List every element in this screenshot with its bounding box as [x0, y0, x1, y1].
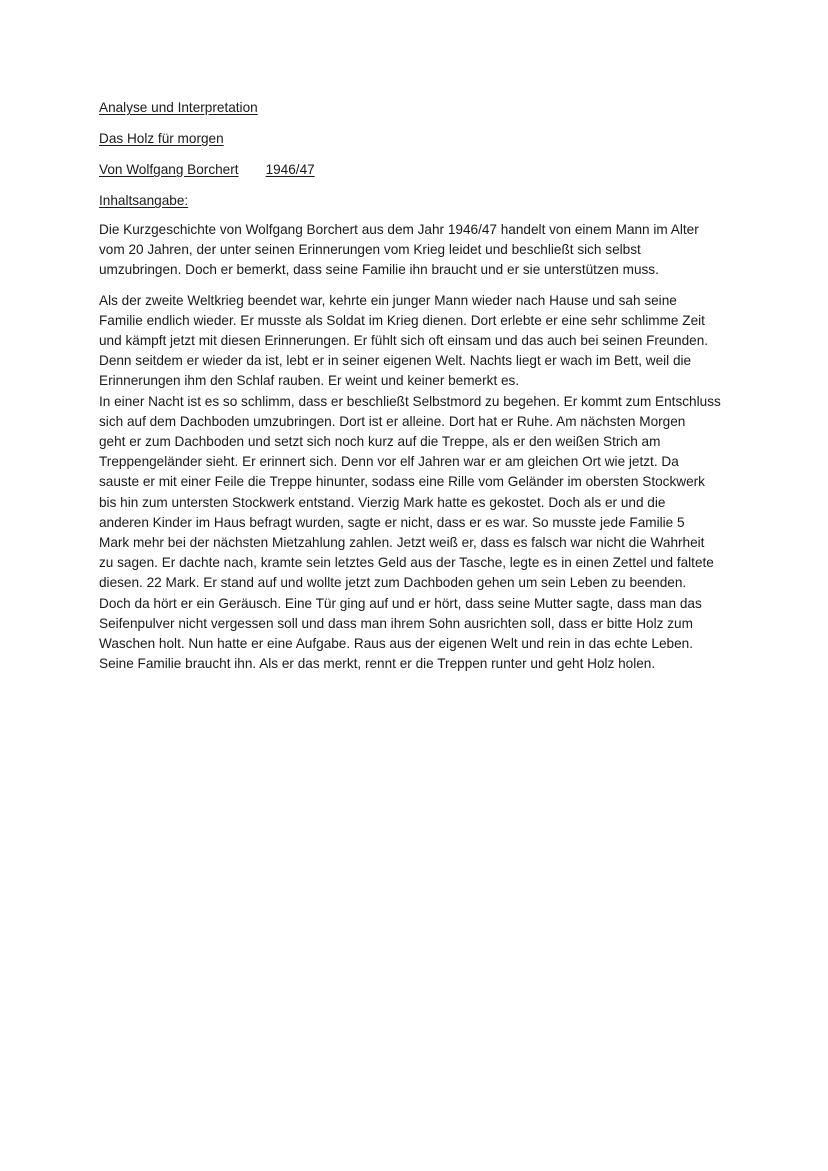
- author-line: [99, 160, 739, 180]
- summary-paragraph: Die Kurzgeschichte von Wolfgang Borchert aus dem Jahr 1946/47 handelt von einem Mann im Alter vom 20 Jahren, der unter seinen Erinnerungen vom Krieg leidet und beschließt sich selbst umzubringen. Doch er bemerkt, dass seine Familie ihn braucht und er sie unterstützen muss.: [99, 222, 699, 278]
- document-title: Analyse und Interpretation: [99, 100, 258, 115]
- content-paragraph: Als der zweite Weltkrieg beendet war, kehrte ein junger Mann wieder nach Hause und sah seine Familie endlich wieder. Er musste als Soldat im Krieg dienen. Dort erlebte er eine sehr schlimme Zeit und kämpft jetzt mit diesen Erinnerungen. Er fühlt sich oft einsam und das auch bei seinen Freunden. Denn seitdem er wieder da ist, lebt er in seiner eigenen Welt. Nachts liegt er wach im Bett, weil die Erinnerungen ihm den Schlaf rauben. Er weint und keiner bemerkt es. In einer Nacht ist es so schlimm, dass er beschließt Selbstmord zu begehen. Er kommt zum Entschluss sich auf dem Dachboden umzubringen. Dort ist er alleine. Dort hat er Ruhe. Am nächsten Morgen geht er zum Dachboden und setzt sich noch kurz auf die Treppe, als er den weißen Strich am Treppengeländer sieht. Er erinnert sich. Denn vor elf Jahren war er am gleichen Ort wie jetzt. Da sauste er mit einer Feile die Treppe hinunter, sodass eine Rille vom Geländer im obersten Stockwerk bis hin zum untersten Stockwerk entstand. Vierzig Mark hatte es gekostet. Doch als er und die anderen Kinder im Haus befragt wurden, sagte er nicht, dass er es war. So musste jede Familie 5 Mark mehr bei der nächsten Mietzahlung zahlen. Jetzt weiß er, dass es falsch war nicht die Wahrheit zu sagen. Er dachte nach, kramte sein letztes Geld aus der Tasche, legte es in einen Zettel und faltete diesen. 22 Mark. Er stand auf und wollte jetzt zum Dachboden gehen um sein Leben zu beenden. Doch da hört er ein Geräusch. Eine Tür ging auf und er hört, dass seine Mutter sagte, dass man das Seifenpulver nicht vergessen soll und dass man ihrem Sohn ausrichten soll, dass er bitte Holz zum Waschen holt. Nun hatte er eine Aufgabe. Raus aus der eigenen Welt und rein in das echte Leben. Seine Familie braucht ihn. Als er das merkt, rennt er die Treppen runter und geht Holz holen.: [99, 292, 721, 672]
- story-title: Das Holz für morgen: [99, 131, 224, 146]
- document-page: [99, 98, 739, 674]
- publication-year: 1946/47: [265, 162, 315, 177]
- author-name: Von Wolfgang Borchert: [99, 162, 239, 177]
- section-heading: Inhaltsangabe:: [99, 193, 189, 208]
